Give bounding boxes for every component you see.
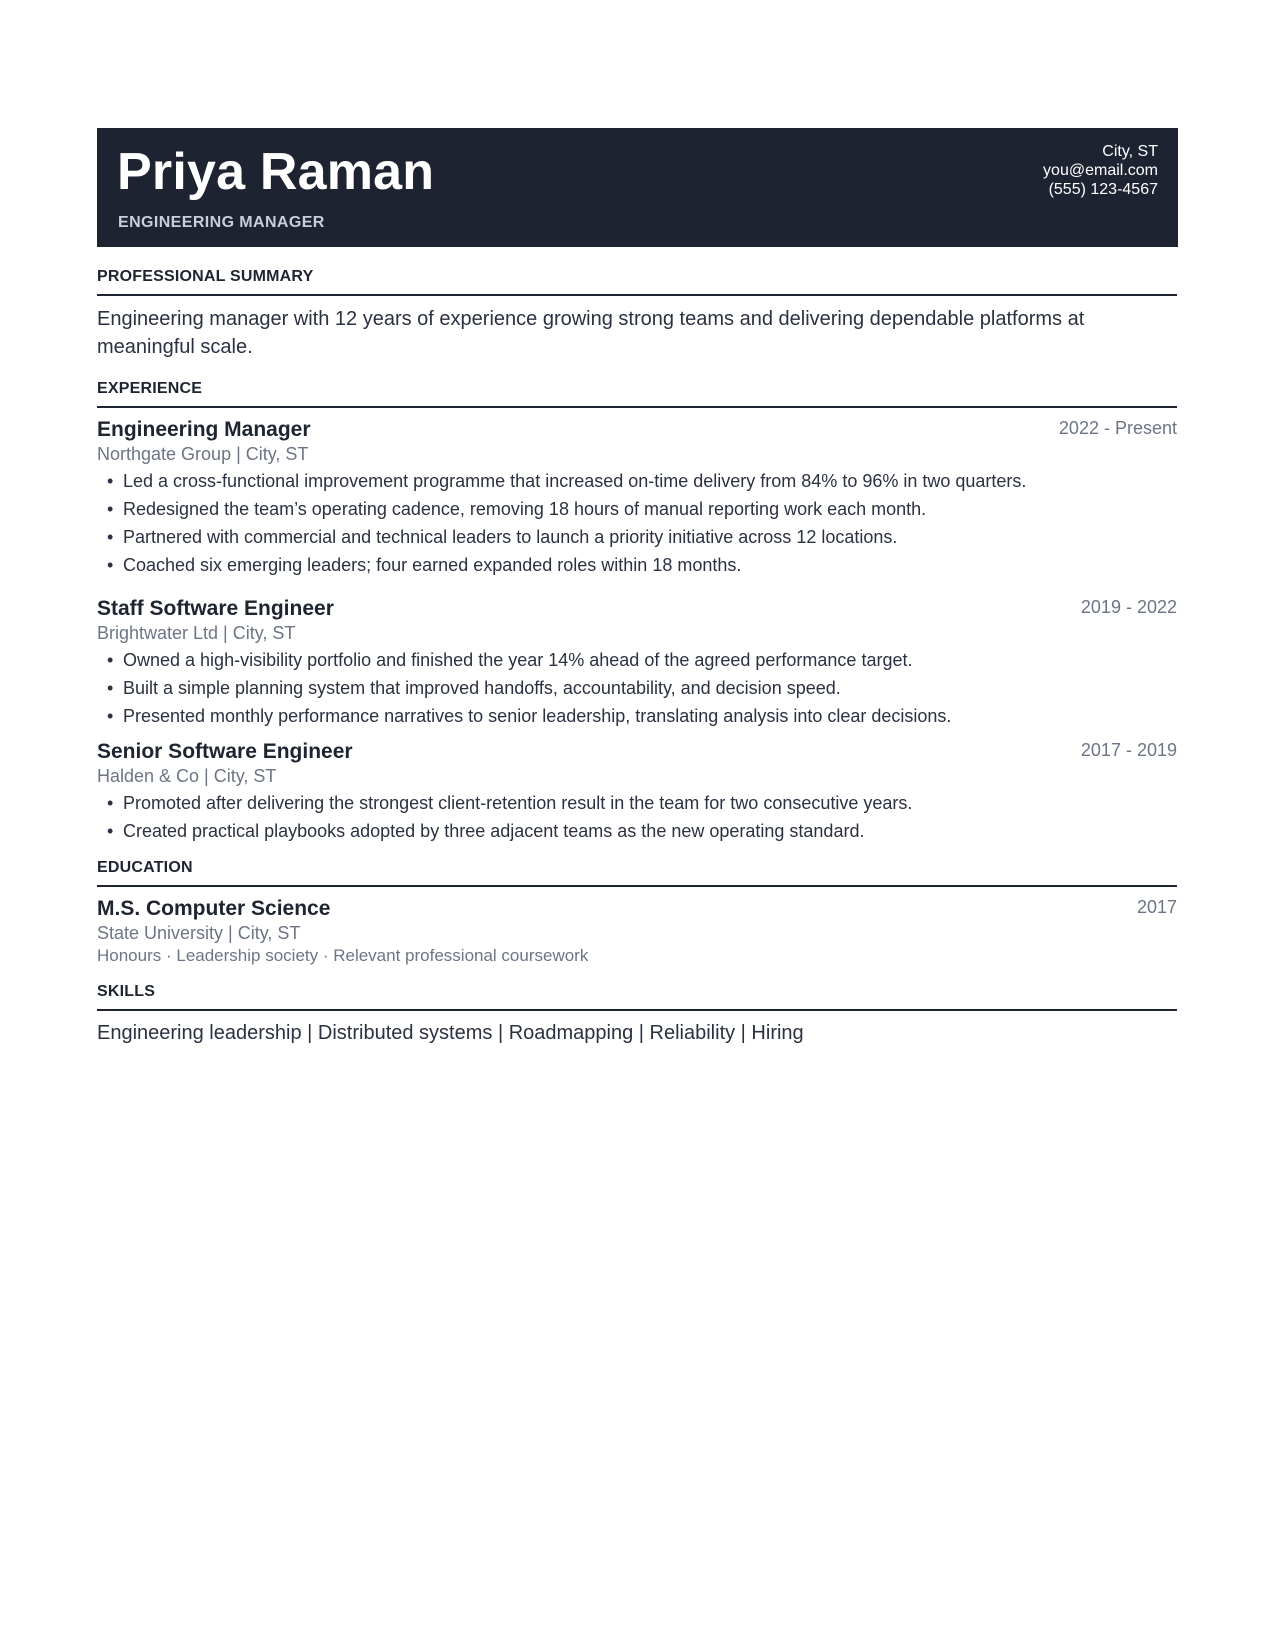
bullet-glyph: • xyxy=(107,555,114,575)
job-dates: 2017 - 2019 xyxy=(1080,740,1177,760)
summary-text: Engineering manager with 12 years of experience growing strong teams and delivering dependable platforms at meaningful scale. xyxy=(97,308,1085,358)
job-entry xyxy=(97,740,1177,845)
job-organization: Northgate Group | City, ST xyxy=(97,444,309,464)
job-bullet: • Presented monthly performance narratives to senior leadership, translating analysis into clear decisions. xyxy=(107,702,1177,730)
school-name: State University | City, ST xyxy=(97,923,301,943)
summary-heading: PROFESSIONAL SUMMARY xyxy=(97,268,1177,296)
education-heading: EDUCATION xyxy=(97,859,1177,887)
job-bullet: • Partnered with commercial and technical leaders to launch a priority initiative across 12 locations. xyxy=(107,523,1177,551)
job-bullets xyxy=(97,789,1177,845)
contact-location: City, ST xyxy=(1102,143,1158,160)
job-entry xyxy=(97,418,1177,579)
job-entry xyxy=(97,597,1177,730)
skills-heading: SKILLS xyxy=(97,983,1177,1011)
experience-heading: EXPERIENCE xyxy=(97,380,1177,408)
degree-title: M.S. Computer Science xyxy=(97,897,331,920)
resume-body xyxy=(97,268,1177,1045)
candidate-name: Priya Raman xyxy=(117,143,435,201)
bullet-glyph: • xyxy=(107,650,114,670)
job-organization: Brightwater Ltd | City, ST xyxy=(97,623,296,643)
job-dates: 2019 - 2022 xyxy=(1080,597,1177,617)
job-organization: Halden & Co | City, ST xyxy=(97,766,277,786)
job-title: Senior Software Engineer xyxy=(97,740,353,763)
bullet-glyph: • xyxy=(107,471,114,491)
job-bullet: • Created practical playbooks adopted by three adjacent teams as the new operating standard. xyxy=(107,817,1177,845)
resume-header xyxy=(97,128,1178,247)
education-details: Honours · Leadership society · Relevant professional coursework xyxy=(97,946,589,965)
bullet-glyph: • xyxy=(107,499,114,519)
contact-email: you@email.com xyxy=(1043,162,1158,179)
bullet-glyph: • xyxy=(107,678,114,698)
job-bullet: • Redesigned the team’s operating cadence, removing 18 hours of manual reporting work each month. xyxy=(107,495,1177,523)
job-dates: 2022 - Present xyxy=(1058,418,1177,438)
contact-phone: (555) 123-4567 xyxy=(1048,181,1158,198)
bullet-glyph: • xyxy=(107,821,114,841)
job-bullet: • Coached six emerging leaders; four earned expanded roles within 18 months. xyxy=(107,551,1177,579)
contact-block xyxy=(1043,142,1158,199)
job-bullets xyxy=(97,467,1177,579)
job-bullet: • Owned a high-visibility portfolio and finished the year 14% ahead of the agreed performance target. xyxy=(107,646,1177,674)
bullet-glyph: • xyxy=(107,527,114,547)
job-bullets xyxy=(97,646,1177,730)
bullet-glyph: • xyxy=(107,793,114,813)
graduation-year: 2017 xyxy=(1136,897,1177,917)
job-bullet: • Built a simple planning system that improved handoffs, accountability, and decision speed. xyxy=(107,674,1177,702)
job-title: Engineering Manager xyxy=(97,418,311,441)
bullet-glyph: • xyxy=(107,706,114,726)
job-title: Staff Software Engineer xyxy=(97,597,334,620)
candidate-role: ENGINEERING MANAGER xyxy=(118,214,325,231)
education-entry xyxy=(97,897,1177,967)
job-bullet: • Promoted after delivering the strongest client-retention result in the team for two consecutive years. xyxy=(107,789,1177,817)
job-bullet: • Led a cross-functional improvement programme that increased on-time delivery from 84% to 96% in two quarters. xyxy=(107,467,1177,495)
skills-list: Engineering leadership | Distributed systems | Roadmapping | Reliability | Hiring xyxy=(97,1022,804,1044)
